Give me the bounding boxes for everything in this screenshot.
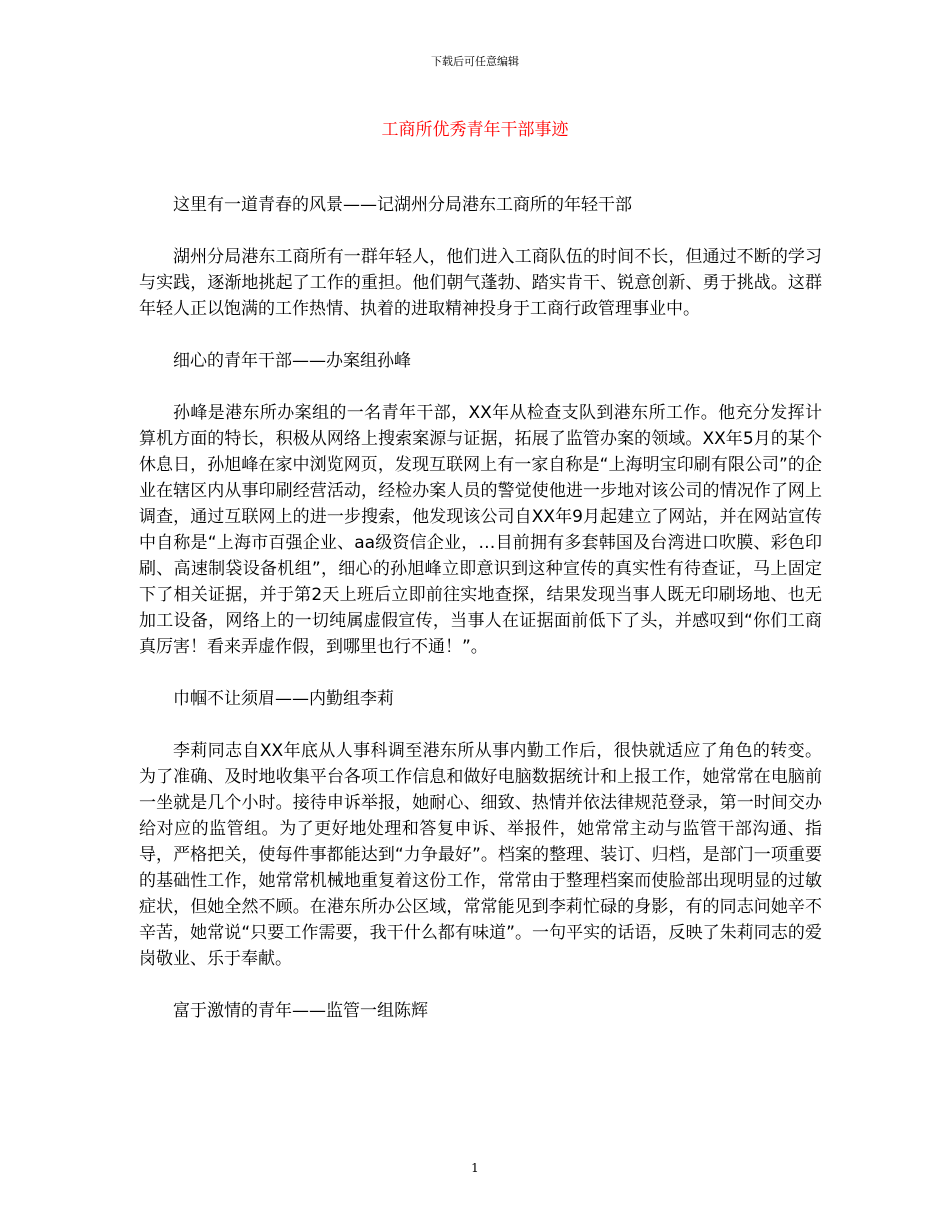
section-heading-sun-feng: 细心的青年干部——办案组孙峰 [173, 351, 411, 371]
section-heading-intro: 这里有一道青春的风景——记湖州分局港东工商所的年轻干部 [173, 195, 632, 215]
header-note: 下载后可任意编辑 [431, 55, 519, 68]
paragraph-li-li: 李莉同志自XX年底从人事科调至港东所从事内勤工作后，很快就适应了角色的转变。为了准确、及时地收集平台各项工作信息和做好电脑数据统计和上报工作，她常常在电脑前一坐就是几个小时。接待申诉举报，她耐心、细致、热情并依法律规范登录，第一时间交办给对应的监管组。为了更好地处理和答复申诉、举报件，她常常主动与监管干部沟通、指导，严格把关，使每件事都能达到“力争最好”。档案的整理、装订、归档，是部门一项重要的基础性工作，她常常机械地重复着这份工作，常常由于整理档案而使脸部出现明显的过敏症状，但她全然不顾。在港东所办公区域，常常能见到李莉忙碌的身影，有的同志问她辛不辛苦，她常说“只要工作需要，我干什么都有味道”。一句平实的话语，反映了朱莉同志的爱岗敬业、乐于奉献。 [139, 741, 822, 969]
section-heading-li-li: 巾帼不让须眉——内勤组李莉 [173, 689, 394, 709]
document-body [139, 192, 822, 1050]
document-title: 工商所优秀青年干部事迹 [381, 120, 569, 140]
page-number: 1 [471, 1161, 479, 1175]
paragraph-sun-feng: 孙峰是港东所办案组的一名青年干部，XX年从检查支队到港东所工作。他充分发挥计算机方面的特长，积极从网络上搜索案源与证据，拓展了监管办案的领域。XX年5月的某个休息日，孙旭峰在家中浏览网页，发现互联网上有一家自称是“上海明宝印刷有限公司”的企业在辖区内从事印刷经营活动，经检办案人员的警觉使他进一步地对该公司的情况作了网上调查，通过互联网上的进一步搜索，他发现该公司自XX年9月起建立了网站，并在网站宣传中自称是“上海市百强企业、aa级资信企业，…目前拥有多套韩国及台湾进口吹膜、彩色印刷、高速制袋设备机组”，细心的孙旭峰立即意识到这种宣传的真实性有待查证，马上固定下了相关证据，并于第2天上班后立即前往实地查探，结果发现当事人既无印刷场地、也无加工设备，网络上的一切纯属虚假宣传，当事人在证据面前低下了头，并感叹到“你们工商真厉害！看来弄虚作假，到哪里也行不通！”。 [139, 403, 822, 657]
paragraph-intro: 湖州分局港东工商所有一群年轻人，他们进入工商队伍的时间不长，但通过不断的学习与实践，逐渐地挑起了工作的重担。他们朝气蓬勃、踏实肯干、锐意创新、勇于挑战。这群年轻人正以饱满的工作热情、执着的进取精神投身于工商行政管理事业中。 [139, 247, 822, 319]
section-heading-chen-hui: 富于激情的青年——监管一组陈辉 [173, 1001, 428, 1021]
